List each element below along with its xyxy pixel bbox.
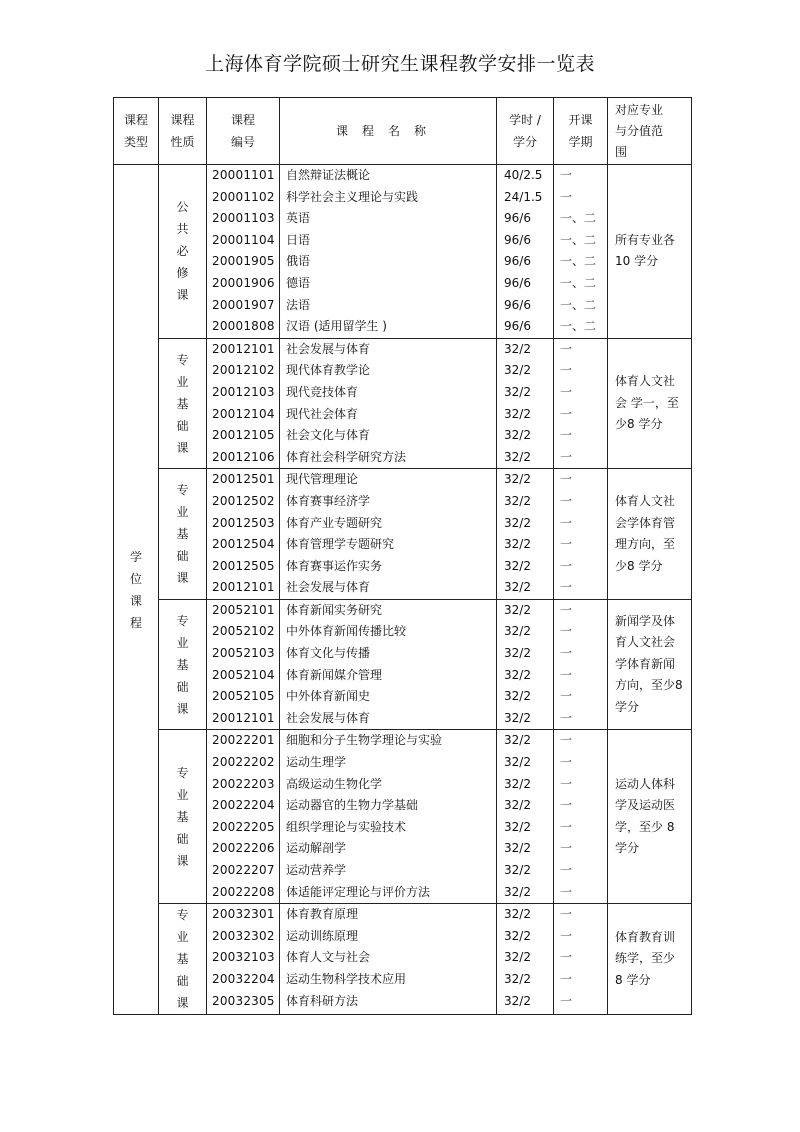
course-semester: 一、二 — [560, 211, 597, 226]
course-semester: 一 — [560, 537, 573, 552]
course-name: 社会发展与体育 — [286, 710, 371, 725]
course-semester: 一 — [560, 993, 573, 1008]
course-hours-cell — [497, 469, 554, 600]
course-hours-cell — [497, 165, 554, 339]
course-code: 20022208 — [212, 884, 275, 899]
course-name: 日语 — [286, 232, 311, 247]
course-hours: 32/2 — [504, 667, 531, 682]
course-semester: 一 — [560, 884, 573, 899]
course-hours: 32/2 — [504, 971, 531, 986]
course-hours-cell — [497, 338, 554, 469]
page-title: 上海体育学院硕士研究生课程教学安排一览表 — [204, 53, 595, 75]
course-hours: 32/2 — [504, 384, 531, 399]
course-hours: 32/2 — [504, 776, 531, 791]
course-nature-cell — [159, 730, 207, 904]
course-semester: 一 — [560, 515, 573, 530]
course-code: 20052101 — [212, 602, 275, 617]
course-code: 20001104 — [212, 232, 275, 247]
course-name: 现代社会体育 — [286, 406, 359, 421]
course-semester: 一 — [560, 776, 573, 791]
course-semester: 一 — [560, 928, 573, 943]
course-semester-cell — [554, 469, 608, 600]
course-code: 20001905 — [212, 254, 275, 269]
major-credit-cell: 所有专业各 10 学分 — [608, 165, 692, 339]
course-code: 20052103 — [212, 646, 275, 661]
course-name: 德语 — [286, 275, 311, 290]
course-hours: 32/2 — [504, 515, 531, 530]
course-group-row — [114, 599, 692, 730]
course-hours: 32/2 — [504, 363, 531, 378]
course-hours: 32/2 — [504, 928, 531, 943]
major-credit-cell: 体育人文社 会 学一，至少8 学分 — [608, 338, 692, 469]
course-hours: 32/2 — [504, 493, 531, 508]
course-semester: 一 — [560, 755, 573, 770]
course-name: 运动训练原理 — [286, 928, 359, 943]
course-semester: 一 — [560, 689, 573, 704]
course-semester: 一、二 — [560, 232, 597, 247]
course-code-cell — [207, 469, 280, 600]
course-name: 体育产业专题研究 — [286, 515, 383, 530]
course-semester-cell — [554, 599, 608, 730]
course-name: 中外体育新闻传播比较 — [286, 624, 407, 639]
course-name: 体育社会科学研究方法 — [286, 449, 407, 464]
course-name: 体育教育原理 — [286, 907, 359, 922]
course-semester: 一 — [560, 841, 573, 856]
course-nature-label: 专业基础课 — [176, 352, 189, 455]
course-code: 20032302 — [212, 928, 275, 943]
course-code-cell — [207, 904, 280, 1015]
course-name: 运动营养学 — [286, 863, 347, 877]
course-semester-cell — [554, 165, 608, 339]
course-hours: 96/6 — [504, 254, 531, 269]
course-semester: 一 — [560, 646, 573, 661]
course-semester: 一 — [560, 624, 573, 639]
course-group-row — [114, 165, 692, 339]
course-code: 20022205 — [212, 819, 275, 834]
course-code: 20022202 — [212, 755, 275, 770]
course-name: 现代体育教学论 — [286, 363, 371, 378]
course-semester: 一 — [560, 493, 573, 508]
course-name: 运动器官的生物力学基础 — [286, 798, 419, 813]
course-hours: 40/2.5 — [504, 168, 543, 182]
course-hours: 32/2 — [504, 841, 531, 856]
course-hours: 32/2 — [504, 449, 531, 464]
course-code: 20032301 — [212, 907, 275, 922]
header-row — [114, 98, 692, 165]
course-hours: 96/6 — [504, 211, 531, 226]
course-code: 20052104 — [212, 667, 275, 682]
course-semester: 一 — [560, 189, 573, 204]
major-credit-cell: 体育教育训练学，至少 8 学分 — [608, 904, 692, 1015]
course-hours: 32/2 — [504, 907, 531, 922]
course-name: 社会发展与体育 — [286, 341, 371, 356]
course-hours: 32/2 — [504, 884, 531, 899]
course-name: 体育文化与传播 — [286, 646, 371, 661]
course-code: 20012504 — [212, 537, 275, 552]
course-hours: 32/2 — [504, 646, 531, 661]
course-nature-cell — [159, 469, 207, 600]
course-name: 体适能评定理论与评价方法 — [286, 884, 431, 899]
course-hours: 32/2 — [504, 341, 531, 356]
major-credit-cell: 体育人文社会学体育管理方向，至少8 学分 — [608, 469, 692, 600]
course-hours: 32/2 — [504, 406, 531, 421]
course-hours: 96/6 — [504, 297, 531, 312]
course-code: 20012505 — [212, 558, 275, 573]
course-schedule-table — [113, 97, 692, 1015]
course-type-label: 学位课程 — [129, 549, 142, 630]
course-name: 运动解剖学 — [286, 841, 347, 856]
course-code: 20012502 — [212, 493, 275, 508]
course-semester: 一 — [560, 950, 573, 965]
course-semester: 一、二 — [560, 297, 597, 312]
course-name: 俄语 — [286, 254, 311, 269]
course-code: 20052105 — [212, 689, 275, 704]
course-name: 高级运动生物化学 — [286, 776, 383, 791]
course-hours: 32/2 — [504, 558, 531, 573]
course-hours: 32/2 — [504, 602, 531, 617]
course-nature-label: 专业基础课 — [176, 908, 189, 1011]
course-hours: 32/2 — [504, 755, 531, 770]
course-code: 20032305 — [212, 993, 275, 1008]
course-group-row — [114, 730, 692, 904]
course-code: 20001906 — [212, 275, 275, 290]
course-hours: 24/1.5 — [504, 189, 543, 204]
course-name: 现代竞技体育 — [286, 384, 359, 399]
major-credit-cell: 新闻学及体育人文社会学体育新闻方向，至少8 学分 — [608, 599, 692, 730]
course-code-cell — [207, 338, 280, 469]
course-name-cell — [280, 599, 497, 730]
header-course-name: 课程名称 — [280, 98, 497, 165]
course-semester: 一 — [560, 168, 573, 182]
course-hours: 96/6 — [504, 275, 531, 290]
course-hours: 32/2 — [504, 428, 531, 443]
course-code: 20001103 — [212, 211, 275, 226]
course-hours: 32/2 — [504, 733, 531, 748]
course-hours: 32/2 — [504, 950, 531, 965]
course-code: 20001102 — [212, 189, 275, 204]
course-semester: 一 — [560, 863, 573, 877]
course-code-cell — [207, 730, 280, 904]
course-semester-cell — [554, 338, 608, 469]
course-hours: 32/2 — [504, 537, 531, 552]
course-name: 现代管理理论 — [286, 472, 359, 487]
course-code: 20022207 — [212, 863, 275, 877]
course-name: 自然辩证法概论 — [286, 168, 371, 182]
header-major-credits: 对应专业与分值范围 — [608, 98, 692, 165]
course-semester: 一、二 — [560, 254, 597, 269]
course-name: 汉语 (适用留学生 ) — [286, 319, 387, 334]
course-name: 体育赛事经济学 — [286, 493, 371, 508]
course-name-cell — [280, 730, 497, 904]
course-name: 体育新闻媒介管理 — [286, 667, 383, 682]
header-course-type: 课程类型 — [114, 98, 159, 165]
header-hours-credits: 学时 / 学分 — [497, 98, 554, 165]
course-code: 20001101 — [212, 168, 275, 182]
course-hours: 32/2 — [504, 710, 531, 725]
course-hours: 96/6 — [504, 232, 531, 247]
course-code: 20022201 — [212, 733, 275, 748]
course-semester: 一 — [560, 667, 573, 682]
course-name: 英语 — [286, 211, 311, 226]
course-code: 20012105 — [212, 428, 275, 443]
course-name: 法语 — [286, 297, 311, 312]
course-name: 社会文化与体育 — [286, 428, 371, 443]
course-code: 20012102 — [212, 363, 275, 378]
course-semester: 一 — [560, 406, 573, 421]
course-semester: 一 — [560, 971, 573, 986]
course-code: 20032103 — [212, 950, 275, 965]
course-group-row — [114, 338, 692, 469]
course-name: 细胞和分子生物学理论与实验 — [286, 733, 443, 748]
course-nature-cell — [159, 599, 207, 730]
course-name-cell — [280, 469, 497, 600]
course-hours: 32/2 — [504, 993, 531, 1008]
course-semester: 一 — [560, 819, 573, 834]
course-name: 社会发展与体育 — [286, 580, 371, 595]
course-name: 科学社会主义理论与实践 — [286, 189, 419, 204]
course-code: 20032204 — [212, 971, 275, 986]
course-type-cell — [114, 165, 159, 1015]
course-group-row — [114, 469, 692, 600]
course-name: 运动生理学 — [286, 755, 347, 770]
course-nature-label: 专业基础课 — [176, 613, 189, 716]
course-code: 20001808 — [212, 319, 275, 334]
course-hours: 32/2 — [504, 472, 531, 487]
course-nature-label: 专业基础课 — [176, 765, 189, 868]
course-name-cell — [280, 338, 497, 469]
course-semester-cell — [554, 730, 608, 904]
course-semester-cell — [554, 904, 608, 1015]
course-semester: 一 — [560, 363, 573, 378]
major-credit-cell: 运动人体科学及运动医学，至少 8 学分 — [608, 730, 692, 904]
course-name: 中外体育新闻史 — [286, 689, 371, 704]
course-hours-cell — [497, 730, 554, 904]
course-name-cell — [280, 165, 497, 339]
course-semester: 一 — [560, 798, 573, 813]
course-code: 20022203 — [212, 776, 275, 791]
course-hours: 32/2 — [504, 863, 531, 877]
course-hours: 32/2 — [504, 819, 531, 834]
course-hours: 32/2 — [504, 689, 531, 704]
course-name: 体育科研方法 — [286, 993, 359, 1008]
header-course-code: 课程编号 — [207, 98, 280, 165]
course-code: 20012503 — [212, 515, 275, 530]
course-name: 运动生物科学技术应用 — [286, 971, 407, 986]
course-code: 20012101 — [212, 710, 275, 725]
course-name: 体育新闻实务研究 — [286, 602, 383, 617]
course-semester: 一 — [560, 384, 573, 399]
course-code: 20022206 — [212, 841, 275, 856]
course-table-body — [114, 165, 692, 1015]
course-nature-cell — [159, 165, 207, 339]
course-semester: 一 — [560, 341, 573, 356]
course-name-cell — [280, 904, 497, 1015]
course-name: 体育赛事运作实务 — [286, 558, 383, 573]
course-group-row — [114, 904, 692, 1015]
course-semester: 一、二 — [560, 275, 597, 290]
header-course-nature: 课程性质 — [159, 98, 207, 165]
course-nature-cell — [159, 904, 207, 1015]
course-hours-cell — [497, 599, 554, 730]
course-semester: 一 — [560, 580, 573, 595]
course-semester: 一 — [560, 907, 573, 922]
course-code: 20001907 — [212, 297, 275, 312]
course-semester: 一 — [560, 710, 573, 725]
course-code: 20012103 — [212, 384, 275, 399]
course-nature-label: 公共必修课 — [176, 200, 189, 303]
course-hours-cell — [497, 904, 554, 1015]
course-nature-label: 专业基础课 — [176, 483, 189, 586]
course-semester: 一 — [560, 472, 573, 487]
course-code: 20022204 — [212, 798, 275, 813]
course-semester: 一 — [560, 733, 573, 748]
course-semester: 一、二 — [560, 319, 597, 334]
course-code: 20012501 — [212, 472, 275, 487]
course-semester: 一 — [560, 449, 573, 464]
course-code: 20012104 — [212, 406, 275, 421]
course-hours: 96/6 — [504, 319, 531, 334]
header-semester: 开课学期 — [554, 98, 608, 165]
course-name: 组织学理论与实验技术 — [286, 819, 407, 834]
course-semester: 一 — [560, 602, 573, 617]
course-hours: 32/2 — [504, 624, 531, 639]
course-code: 20012106 — [212, 449, 275, 464]
course-name: 体育人文与社会 — [286, 950, 371, 965]
course-code: 20012101 — [212, 341, 275, 356]
course-semester: 一 — [560, 428, 573, 443]
course-name: 体育管理学专题研究 — [286, 537, 395, 552]
course-hours: 32/2 — [504, 798, 531, 813]
course-code-cell — [207, 165, 280, 339]
course-code-cell — [207, 599, 280, 730]
course-code: 20052102 — [212, 624, 275, 639]
course-code: 20012101 — [212, 580, 275, 595]
course-hours: 32/2 — [504, 580, 531, 595]
course-nature-cell — [159, 338, 207, 469]
course-semester: 一 — [560, 558, 573, 573]
